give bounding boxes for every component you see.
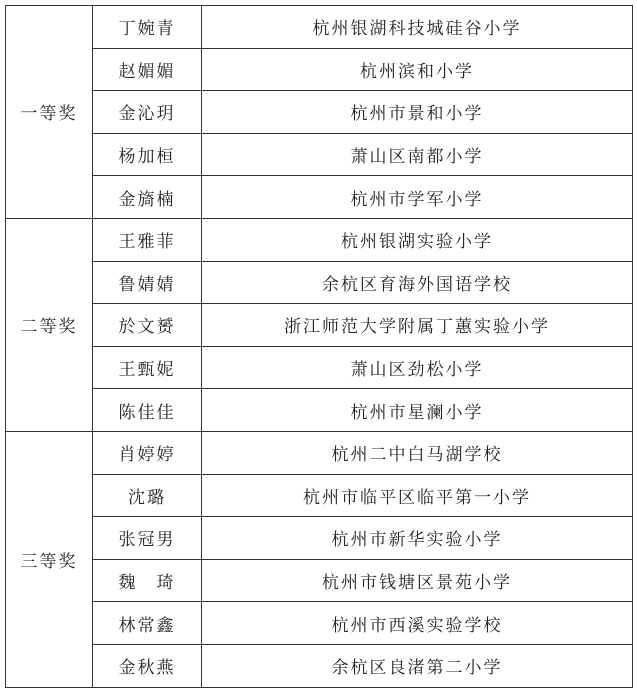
award-level-third: 三等奖 — [6, 431, 93, 687]
winner-name: 林常鑫 — [93, 602, 202, 645]
school-name: 杭州市新华实验小学 — [202, 517, 633, 560]
award-level-second: 二等奖 — [6, 218, 93, 431]
winner-name: 杨加桓 — [93, 133, 202, 176]
award-table-body — [6, 6, 633, 688]
school-name: 杭州银湖实验小学 — [202, 218, 633, 261]
winner-name: 金秋燕 — [93, 644, 202, 687]
award-level-first: 一等奖 — [6, 6, 93, 219]
winner-name: 鲁婧婧 — [93, 261, 202, 304]
table-row — [6, 261, 633, 304]
award-table — [5, 5, 633, 688]
school-name: 杭州市学军小学 — [202, 176, 633, 219]
school-name: 萧山区南都小学 — [202, 133, 633, 176]
table-row — [6, 304, 633, 347]
table-row — [6, 48, 633, 91]
school-name: 杭州市星澜小学 — [202, 389, 633, 432]
winner-name: 张冠男 — [93, 517, 202, 560]
table-row — [6, 91, 633, 134]
table-row — [6, 474, 633, 517]
winner-name: 王雅菲 — [93, 218, 202, 261]
school-name: 萧山区劲松小学 — [202, 346, 633, 389]
school-name: 杭州市钱塘区景苑小学 — [202, 559, 633, 602]
table-row — [6, 431, 633, 474]
table-row — [6, 389, 633, 432]
table-row — [6, 517, 633, 560]
school-name: 浙江师范大学附属丁蕙实验小学 — [202, 304, 633, 347]
school-name: 杭州二中白马湖学校 — [202, 431, 633, 474]
school-name: 余杭区育海外国语学校 — [202, 261, 633, 304]
school-name: 杭州市西溪实验学校 — [202, 602, 633, 645]
winner-name: 丁婉青 — [93, 6, 202, 49]
table-row — [6, 176, 633, 219]
table-row — [6, 644, 633, 687]
winner-name: 金旖楠 — [93, 176, 202, 219]
table-row — [6, 346, 633, 389]
school-name: 杭州滨和小学 — [202, 48, 633, 91]
winner-name: 金沁玥 — [93, 91, 202, 134]
table-row — [6, 218, 633, 261]
school-name: 杭州银湖科技城硅谷小学 — [202, 6, 633, 49]
table-row — [6, 6, 633, 49]
winner-name: 王甄妮 — [93, 346, 202, 389]
table-row — [6, 133, 633, 176]
school-name: 杭州市临平区临平第一小学 — [202, 474, 633, 517]
winner-name: 魏 琦 — [93, 559, 202, 602]
winner-name: 赵媚媚 — [93, 48, 202, 91]
winner-name: 肖婷婷 — [93, 431, 202, 474]
winner-name: 陈佳佳 — [93, 389, 202, 432]
table-row — [6, 602, 633, 645]
winner-name: 沈璐 — [93, 474, 202, 517]
school-name: 余杭区良渚第二小学 — [202, 644, 633, 687]
winner-name: 於文赟 — [93, 304, 202, 347]
school-name: 杭州市景和小学 — [202, 91, 633, 134]
table-row — [6, 559, 633, 602]
